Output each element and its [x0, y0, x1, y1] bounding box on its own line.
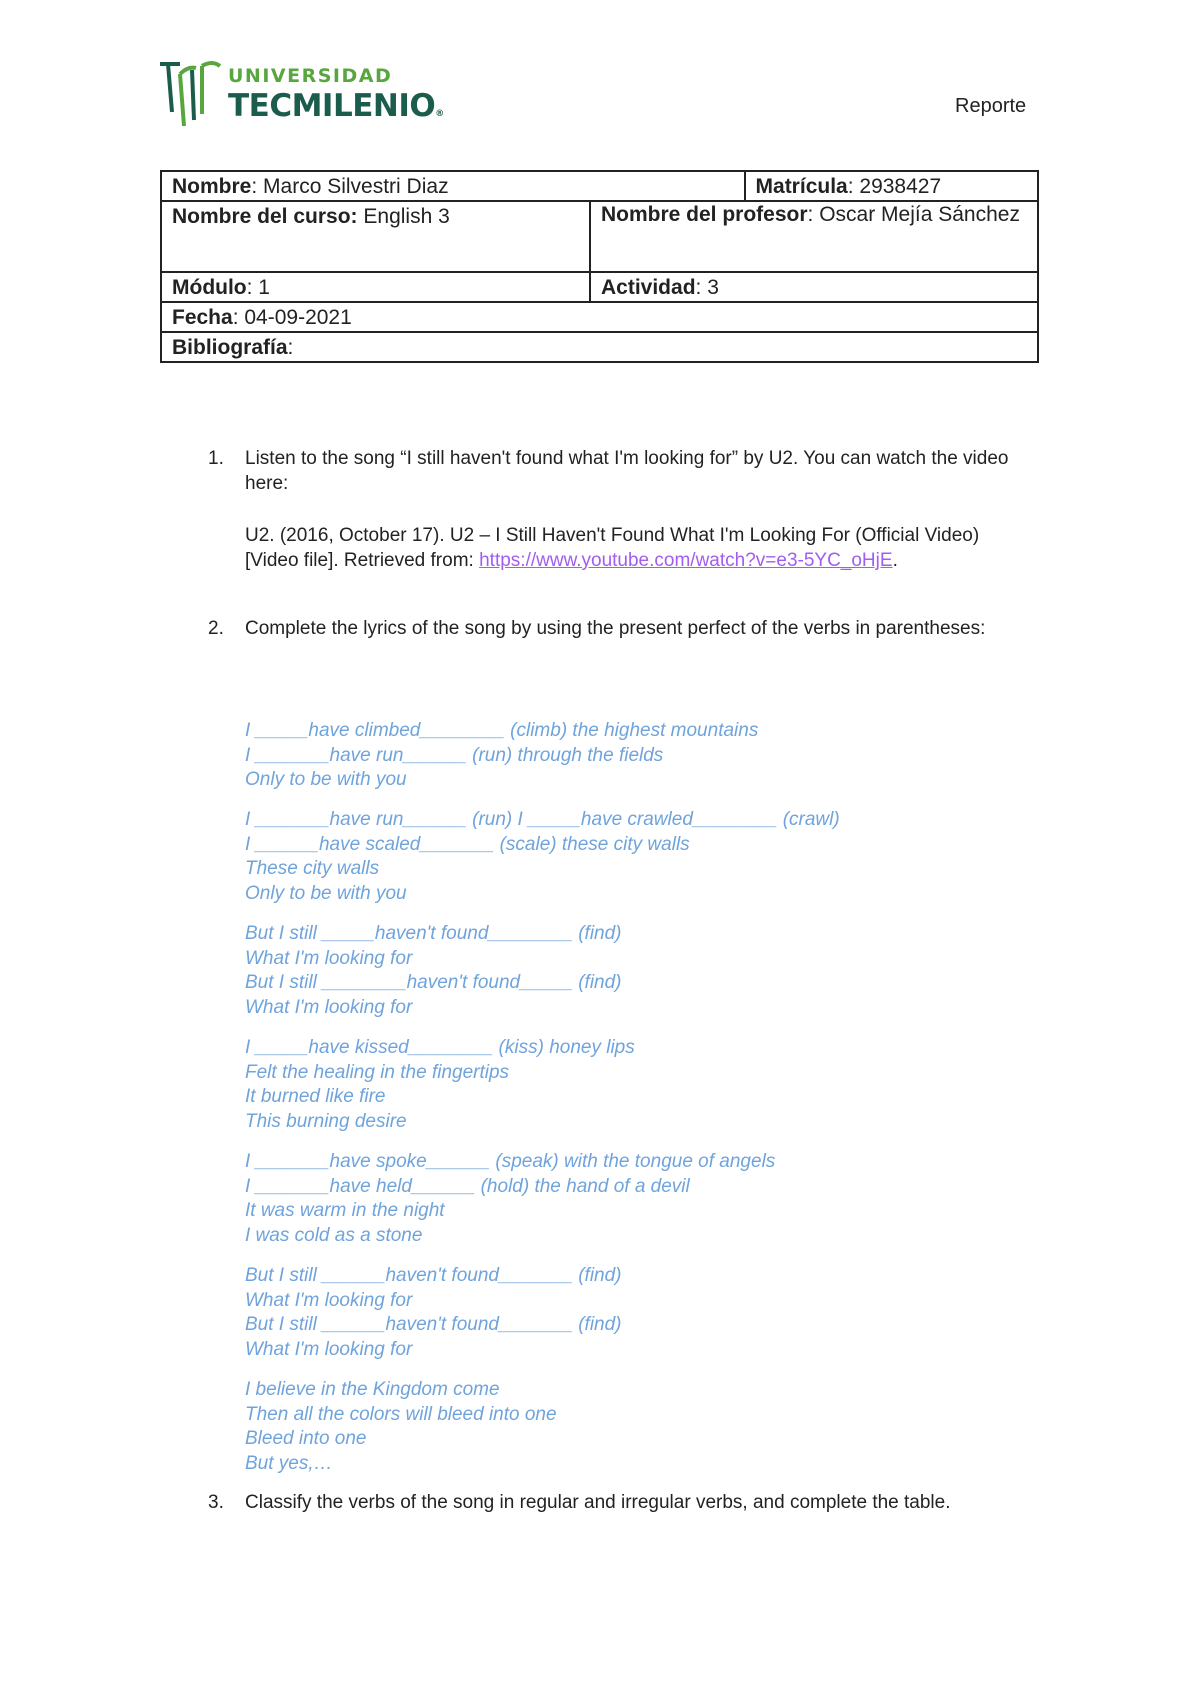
matricula-value: : 2938427	[847, 175, 942, 198]
fecha-value: : 04-09-2021	[232, 306, 352, 329]
matricula-label: Matrícula	[755, 175, 848, 198]
lyric-line: But I still ______haven't found_______ (find)	[245, 1314, 622, 1335]
item-2-text: Complete the lyrics of the song by using the present perfect of the verbs in parentheses:	[245, 618, 986, 639]
lyric-line: But I still _____haven't found________ (find)	[245, 923, 622, 944]
table-row	[161, 332, 1038, 362]
lyric-line: But I still ______haven't found_______ (find)	[245, 1265, 622, 1286]
actividad-value: : 3	[695, 276, 719, 299]
lyric-line: I believe in the Kingdom come	[245, 1379, 500, 1400]
lyric-line: I _______have run______ (run) I _____have crawled________ (crawl)	[245, 809, 840, 830]
fecha-label: Fecha	[172, 306, 233, 329]
modulo-label: Módulo	[172, 276, 247, 299]
item-1-number: 1.	[208, 448, 224, 469]
table-row	[161, 201, 1038, 272]
lyric-line: Bleed into one	[245, 1428, 367, 1449]
actividad-cell	[590, 272, 1038, 302]
lyrics-stanza-7	[245, 1378, 557, 1476]
lyric-line: What I'm looking for	[245, 1338, 413, 1360]
modulo-value: : 1	[246, 276, 270, 299]
lyric-line: These city walls	[245, 858, 380, 879]
lyric-line: I _______have run______ (run) through the fields	[245, 744, 664, 766]
lyric-line: This burning desire	[245, 1110, 407, 1132]
actividad-label: Actividad	[601, 276, 696, 299]
profesor-label: Nombre del profesor	[601, 203, 808, 226]
lyric-line: Only to be with you	[245, 769, 407, 790]
lyric-line: What I'm looking for	[245, 996, 413, 1018]
lyric-line: I ______have scaled_______ (scale) these city walls	[245, 833, 690, 855]
registered-mark: ®	[435, 109, 444, 119]
lyric-line: I _____have climbed________ (climb) the highest mountains	[245, 720, 759, 741]
lyric-line: What I'm looking for	[245, 1289, 413, 1311]
curso-cell	[161, 201, 590, 272]
lyric-line: Felt the healing in the fingertips	[245, 1061, 510, 1083]
bibliografia-value: :	[287, 336, 294, 359]
profesor-value: : Oscar Mejía Sánchez	[807, 203, 1020, 226]
citation-text: U2. (2016, October 17). U2 – I Still Haven't Found What I'm Looking For (Official Video) [Video file]. Retrieved from:	[245, 525, 980, 571]
lyric-line: But yes,…	[245, 1452, 333, 1474]
item-3-number: 3.	[208, 1492, 224, 1513]
fecha-cell	[161, 302, 1038, 332]
youtube-link[interactable]: https://www.youtube.com/watch?v=e3-5YC_oHjE	[479, 550, 893, 571]
bibliografia-label: Bibliografía	[172, 336, 288, 359]
university-logo	[158, 60, 458, 130]
lyric-line: But I still ________haven't found_____ (find)	[245, 972, 622, 993]
nombre-value: : Marco Silvestri Diaz	[251, 175, 449, 198]
table-row	[161, 272, 1038, 302]
lyric-line: I _______have held______ (hold) the hand of a devil	[245, 1175, 690, 1197]
lyric-line: It burned like fire	[245, 1086, 386, 1107]
lyric-line: I _______have spoke______ (speak) with the tongue of angels	[245, 1151, 776, 1172]
item-2-number: 2.	[208, 618, 224, 639]
logo-line-tecmilenio	[228, 88, 444, 124]
lyrics-stanza-2	[245, 808, 840, 906]
lyrics-stanza-1	[245, 719, 758, 793]
lyric-line: Only to be with you	[245, 882, 407, 904]
lyrics-stanza-6	[245, 1264, 622, 1362]
table-row	[161, 302, 1038, 332]
lyrics-stanza-4	[245, 1036, 635, 1134]
logo-line-universidad: UNIVERSIDAD	[228, 65, 393, 87]
item-1-citation	[245, 523, 1025, 573]
profesor-cell	[590, 201, 1038, 272]
lyric-line: Then all the colors will bleed into one	[245, 1403, 557, 1425]
lyric-line: I was cold as a stone	[245, 1224, 423, 1246]
tecmilenio-logo-mark-icon	[158, 60, 222, 126]
report-label: Reporte	[955, 95, 1027, 117]
curso-label: Nombre del curso:	[172, 205, 358, 228]
lyric-line: What I'm looking for	[245, 947, 413, 969]
curso-value: English 3	[357, 205, 450, 228]
lyric-line: I _____have kissed________ (kiss) honey lips	[245, 1037, 635, 1058]
lyrics-stanza-5	[245, 1150, 775, 1248]
lyrics-stanza-3	[245, 922, 622, 1020]
bibliografia-cell	[161, 332, 1038, 362]
item-3-text: Classify the verbs of the song in regular and irregular verbs, and complete the table.	[245, 1492, 951, 1513]
logo-wordmark: TECMILENIO	[228, 88, 436, 124]
lyric-line: It was warm in the night	[245, 1200, 445, 1221]
citation-end: .	[892, 550, 898, 571]
item-1-text: Listen to the song “I still haven't found what I'm looking for” by U2. You can watch the video here:	[245, 448, 1009, 494]
nombre-label: Nombre	[172, 175, 252, 198]
modulo-cell	[161, 272, 590, 302]
student-info-table	[160, 170, 1039, 363]
